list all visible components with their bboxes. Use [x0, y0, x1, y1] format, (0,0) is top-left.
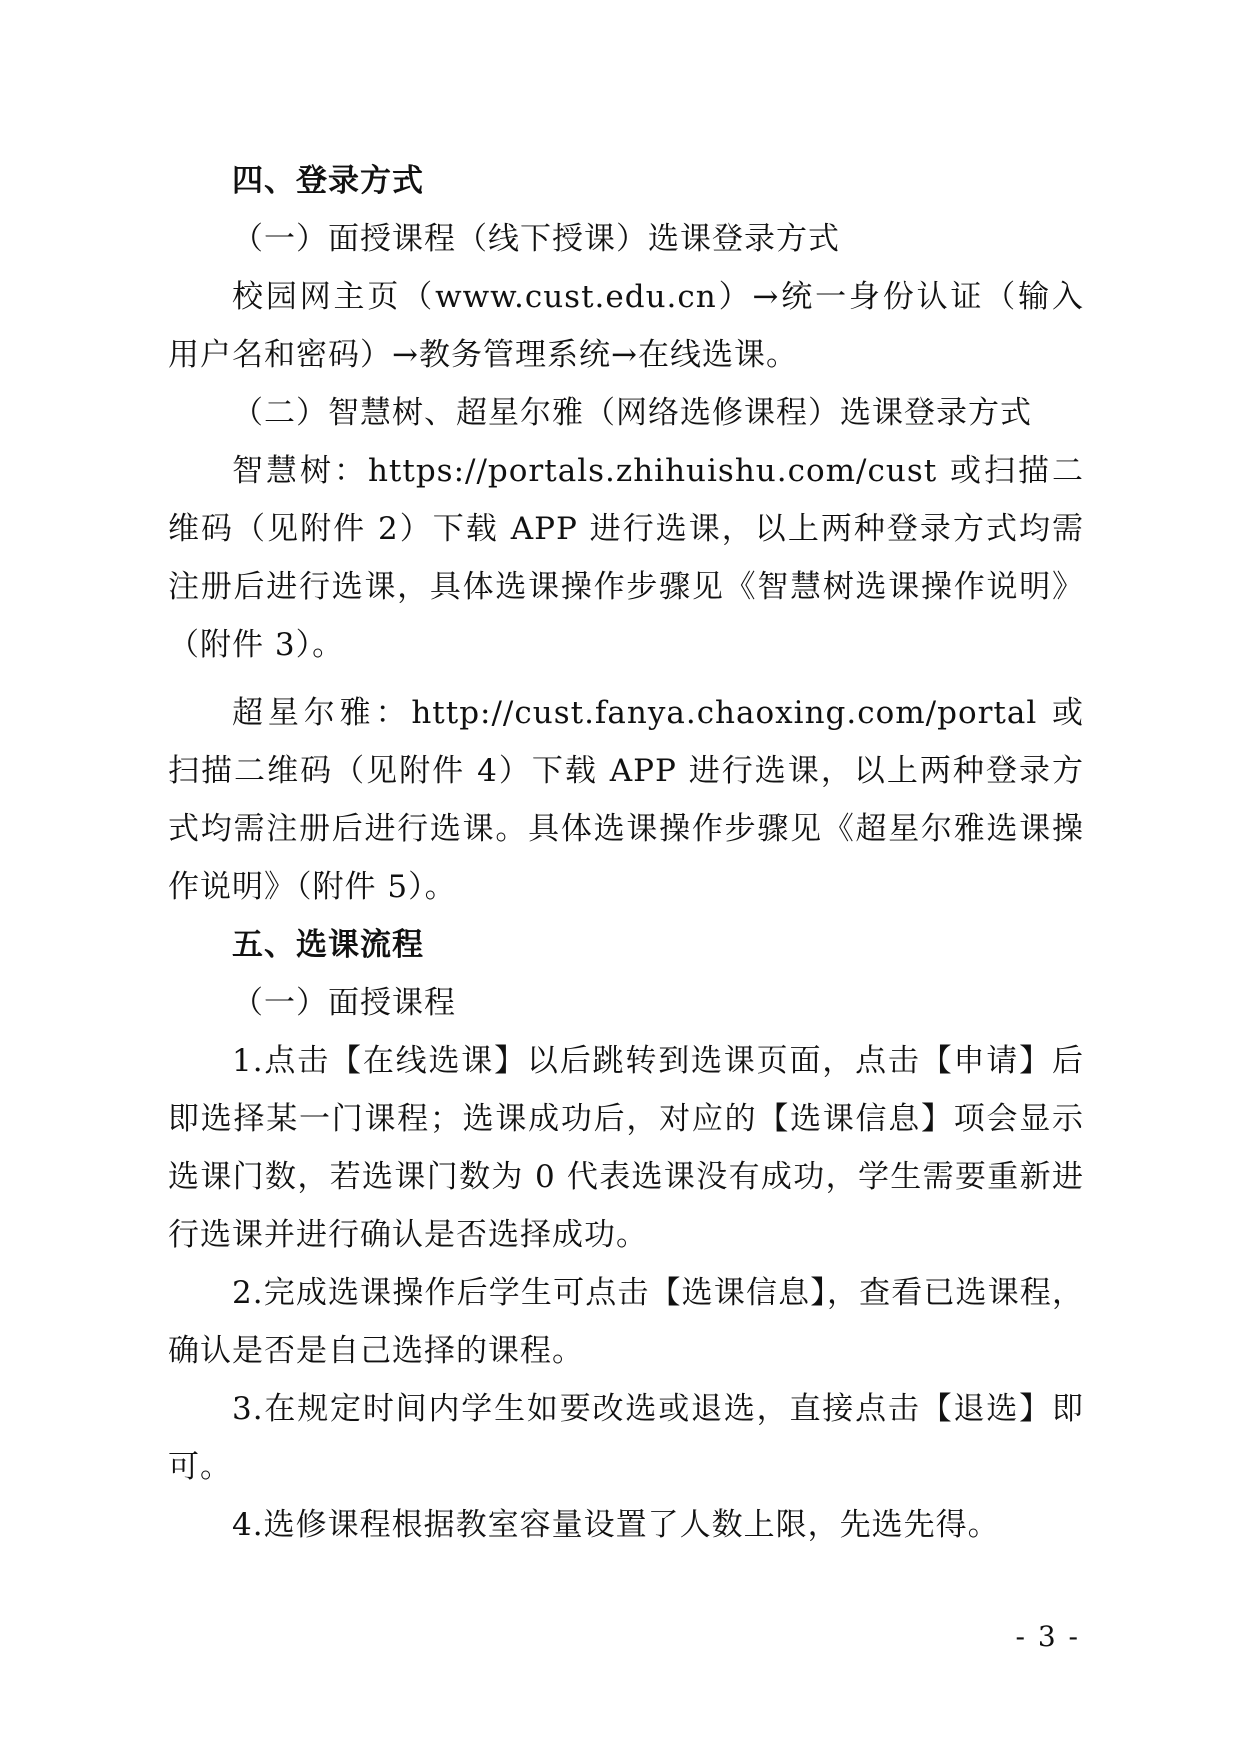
page-number: - 3 - [1015, 1620, 1080, 1653]
chaoxing-paragraph: 超星尔雅：http://cust.fanya.chaoxing.com/portal 或扫描二维码（见附件 4）下载 APP 进行选课，以上两种登录方式均需注册后进行选课。具体选课操作步骤见《超星尔雅选课操作说明》（附件 5）。 [168, 695, 1084, 905]
process-step-2: 2.完成选课操作后学生可点击【选课信息】，查看已选课程，确认是否是自己选择的课程。 [168, 1275, 1084, 1369]
section-4-subtitle-1: （一）面授课程（线下授课）选课登录方式 [232, 221, 840, 257]
process-step-1: 1.点击【在线选课】以后跳转到选课页面，点击【申请】后即选择某一门课程；选课成功后，对应的【选课信息】项会显示选课门数，若选课门数为 0 代表选课没有成功，学生需要重新进行选课并进行确认是否选择成功。 [168, 1043, 1084, 1253]
section-4-title: 四、登录方式 [232, 163, 424, 199]
section-5-subtitle-1: （一）面授课程 [232, 985, 456, 1021]
login-path-paragraph: 校园网主页（www.cust.edu.cn）→统一身份认证（输入用户名和密码）→教务管理系统→在线选课。 [168, 279, 1084, 373]
section-5-title: 五、选课流程 [232, 927, 424, 963]
process-step-4: 4.选修课程根据教室容量设置了人数上限，先选先得。 [232, 1507, 1000, 1543]
document-body [168, 152, 1084, 1554]
section-4-subtitle-2: （二）智慧树、超星尔雅（网络选修课程）选课登录方式 [232, 395, 1032, 431]
zhihuishu-paragraph: 智慧树：https://portals.zhihuishu.com/cust 或扫描二维码（见附件 2）下载 APP 进行选课，以上两种登录方式均需注册后进行选课，具体选课操作步骤见《智慧树选课操作说明》（附件 3）。 [168, 453, 1084, 663]
process-step-3: 3.在规定时间内学生如要改选或退选，直接点击【退选】即可。 [168, 1391, 1084, 1485]
